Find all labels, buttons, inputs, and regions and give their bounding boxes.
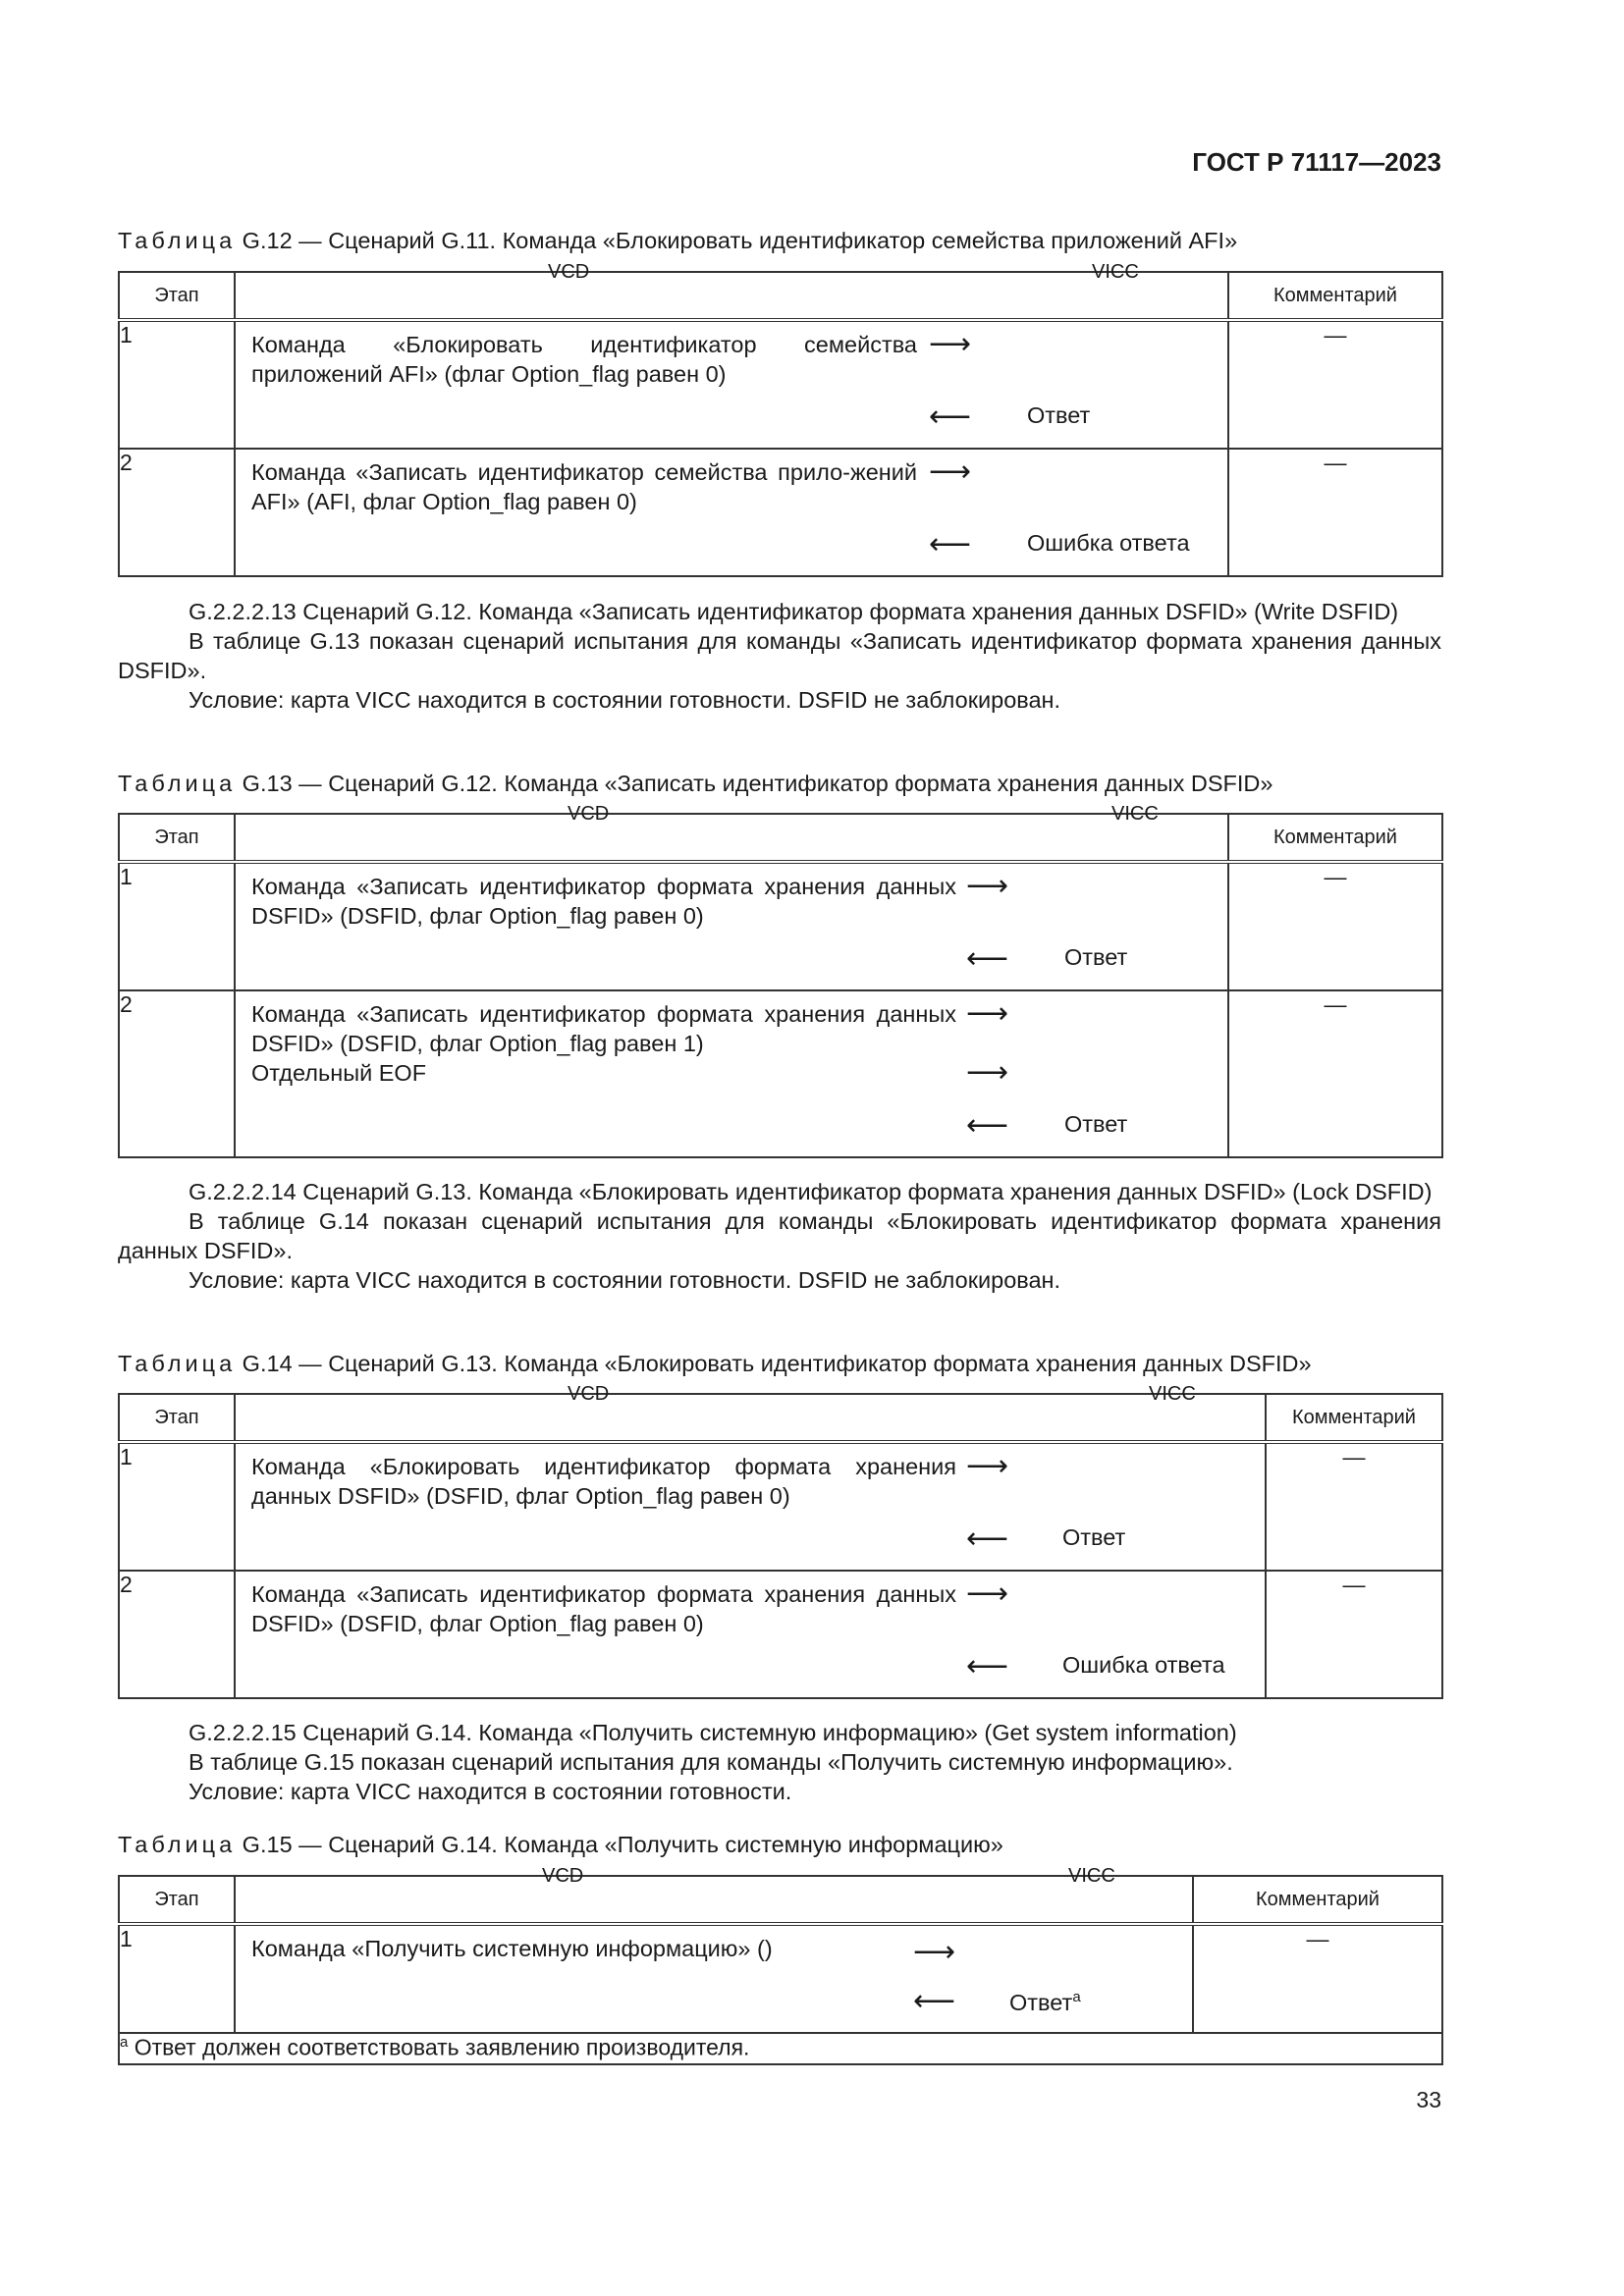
command-text: Команда «Получить системную информацию» () [251, 1936, 773, 1961]
command-text: Команда «Записать идентификатор семейства прило-жений AFI» (AFI, флаг Option_flag равен 0) [251, 459, 917, 514]
section-heading: G.2.2.2.15 Сценарий G.14. Команда «Получить системную информацию» (Get system information) [189, 1720, 1237, 1745]
response-text: Ответ$^a$ [1009, 1989, 1081, 2015]
table-row [119, 320, 1442, 449]
table-g15 [118, 1865, 1443, 2065]
header-comment: Комментарий [1193, 1876, 1442, 1924]
response-text: Ответ [1027, 402, 1091, 428]
table-caption-g12: Таблица G.12 — Сценарий G.11. Команда «Блокировать идентификатор семейства приложений AFI» [118, 228, 1238, 253]
table-header-row [119, 272, 1442, 320]
comment-cell: — [1193, 1924, 1442, 2033]
comment-cell: — [1228, 449, 1442, 576]
footnote-mark: a [1072, 1989, 1081, 2005]
step-cell: 1 [119, 862, 235, 990]
header-comment: Комментарий [1228, 814, 1442, 862]
section-g2-2-2-15 [118, 1718, 1441, 1806]
flow-cell [235, 320, 1228, 449]
table-g12 [118, 261, 1443, 577]
left-arrow-icon: ⟵ [966, 1522, 1009, 1555]
section-heading: G.2.2.2.14 Сценарий G.13. Команда «Блокировать идентификатор формата хранения данных DSFID» (Lock DSFID) [189, 1179, 1433, 1204]
header-comment: Комментарий [1266, 1394, 1442, 1442]
table-header-row [119, 1876, 1442, 1924]
left-arrow-icon: ⟵ [929, 400, 972, 433]
step-cell: 2 [119, 449, 235, 576]
right-arrow-icon: ⟶ [966, 1056, 1009, 1089]
page-number: 33 [1416, 2087, 1441, 2112]
table-row [119, 1571, 1442, 1698]
table-caption-g13: Таблица G.13 — Сценарий G.12. Команда «Записать идентификатор формата хранения данных DSFID» [118, 771, 1273, 796]
right-arrow-icon: ⟶ [913, 1936, 956, 1968]
left-arrow-icon: ⟵ [966, 1109, 1009, 1142]
table-row [119, 449, 1442, 576]
response-text: Ошибка ответа [1062, 1652, 1225, 1678]
table-header-row [119, 814, 1442, 862]
table-row [119, 1924, 1442, 2033]
step-cell: 1 [119, 320, 235, 449]
header-step: Этап [119, 272, 235, 320]
header-vcd-vicc: VCD VICC [235, 272, 1228, 320]
left-arrow-icon: ⟵ [929, 528, 972, 561]
right-arrow-icon: ⟶ [966, 1450, 1009, 1482]
table-header-row [119, 1394, 1442, 1442]
response-text: Ошибка ответа [1027, 530, 1190, 556]
header-vcd-vicc: VCD VICC [235, 1394, 1266, 1442]
flow-cell [235, 1571, 1266, 1698]
comment-cell: — [1228, 990, 1442, 1157]
response-text: Ответ [1064, 944, 1128, 970]
step-cell: 2 [119, 990, 235, 1157]
command-extra: Отдельный EOF [251, 1060, 427, 1086]
section-condition: Условие: карта VICC находится в состоянии готовности. DSFID не заблокирован. [189, 1267, 1061, 1293]
command-text: Команда «Блокировать идентификатор семейства приложений AFI» (флаг Option_flag равен 0) [251, 332, 917, 387]
table-row [119, 1442, 1442, 1571]
table-g13 [118, 803, 1443, 1158]
header-step: Этап [119, 1876, 235, 1924]
section-text: В таблице G.13 показан сценарий испытания для команды «Записать идентификатор формата хранения данных DSFID». [118, 628, 1441, 683]
left-arrow-icon: ⟵ [913, 1985, 956, 2017]
document-standard-header: ГОСТ Р 71117—2023 [1192, 147, 1441, 177]
section-g2-2-2-13 [118, 597, 1441, 715]
command-text: Команда «Записать идентификатор формата хранения данных DSFID» (DSFID, флаг Option_flag равен 0) [251, 874, 956, 929]
comment-cell: — [1228, 320, 1442, 449]
section-heading: G.2.2.2.13 Сценарий G.12. Команда «Записать идентификатор формата хранения данных DSFID» (Write DSFID) [189, 599, 1399, 624]
section-g2-2-2-14 [118, 1177, 1441, 1295]
section-condition: Условие: карта VICC находится в состоянии готовности. [189, 1779, 792, 1804]
response-text: Ответ [1062, 1524, 1126, 1550]
header-vcd-vicc: VCD VICC [235, 814, 1228, 862]
comment-cell: — [1266, 1442, 1442, 1571]
header-vcd-vicc: VCD VICC [235, 1876, 1193, 1924]
section-condition: Условие: карта VICC находится в состоянии готовности. DSFID не заблокирован. [189, 687, 1061, 713]
table-caption-g14: Таблица G.14 — Сценарий G.13. Команда «Блокировать идентификатор формата хранения данных DSFID» [118, 1351, 1312, 1376]
table-row [119, 990, 1442, 1157]
left-arrow-icon: ⟵ [966, 1650, 1009, 1682]
comment-cell: — [1266, 1571, 1442, 1698]
step-cell: 1 [119, 1442, 235, 1571]
flow-cell [235, 1924, 1193, 2033]
table-row [119, 862, 1442, 990]
command-text: Команда «Блокировать идентификатор формата хранения данных DSFID» (DSFID, флаг Option_flag равен 0) [251, 1454, 956, 1509]
flow-cell [235, 449, 1228, 576]
header-step: Этап [119, 1394, 235, 1442]
right-arrow-icon: ⟶ [929, 328, 972, 360]
step-cell: 2 [119, 1571, 235, 1698]
comment-cell: — [1228, 862, 1442, 990]
table-footnote: $^a$ Ответ должен соответствовать заявлению производителя. [119, 2033, 1442, 2064]
header-step: Этап [119, 814, 235, 862]
table-footnote-row [119, 2033, 1442, 2064]
right-arrow-icon: ⟶ [966, 870, 1009, 902]
flow-cell [235, 862, 1228, 990]
header-comment: Комментарий [1228, 272, 1442, 320]
section-text: В таблице G.15 показан сценарий испытания для команды «Получить системную информацию». [189, 1749, 1233, 1775]
response-text: Ответ [1064, 1111, 1128, 1137]
step-cell: 1 [119, 1924, 235, 2033]
flow-cell [235, 990, 1228, 1157]
flow-cell [235, 1442, 1266, 1571]
right-arrow-icon: ⟶ [929, 455, 972, 488]
table-caption-g15: Таблица G.15 — Сценарий G.14. Команда «Получить системную информацию» [118, 1832, 1003, 1857]
command-text: Команда «Записать идентификатор формата хранения данных DSFID» (DSFID, флаг Option_flag равен 1) Отдельный EOF [251, 1001, 956, 1086]
right-arrow-icon: ⟶ [966, 1577, 1009, 1610]
table-g14 [118, 1383, 1443, 1699]
section-text: В таблице G.14 показан сценарий испытания для команды «Блокировать идентификатор формата хранения данных DSFID». [118, 1208, 1441, 1263]
right-arrow-icon: ⟶ [966, 997, 1009, 1030]
command-text: Команда «Записать идентификатор формата хранения данных DSFID» (DSFID, флаг Option_flag равен 0) [251, 1581, 956, 1636]
left-arrow-icon: ⟵ [966, 942, 1009, 975]
